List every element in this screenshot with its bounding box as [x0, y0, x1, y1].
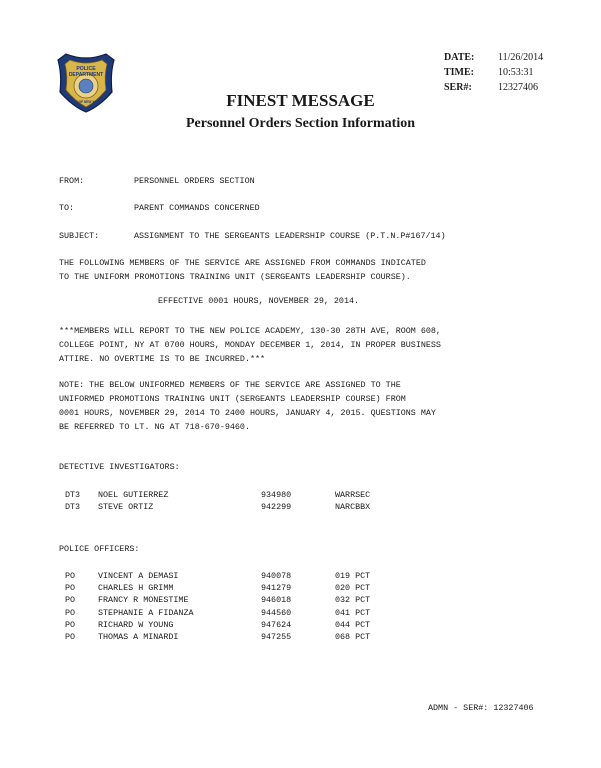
rank-cell: PO: [65, 631, 76, 642]
command-cell: WARRSEC: [335, 490, 371, 500]
rank-cell: PO: [65, 607, 76, 618]
time-row: [444, 65, 543, 80]
footer-serial: ADMN - SER#: 12327406: [428, 703, 534, 713]
tax-number-cell: 942299: [261, 502, 292, 513]
badge-line-city: CITY OF NEW YORK: [70, 100, 102, 104]
command-cell: 032 PCT: [335, 595, 371, 606]
name-cell: STEPHANIE A FIDANZA: [98, 607, 194, 618]
serial-label: SER#:: [444, 82, 472, 93]
badge-line-department: DEPARTMENT: [68, 72, 104, 78]
paragraph-line: 0001 HOURS, NOVEMBER 29, 2014 TO 2400 HOURS, JANUARY 4, 2015. QUESTIONS MAY: [59, 408, 436, 418]
paragraph-line: ***MEMBERS WILL REPORT TO THE NEW POLICE ACADEMY, 130-30 28TH AVE, ROOM 608,: [59, 326, 441, 336]
to-value: PARENT COMMANDS CONCERNED: [134, 203, 260, 213]
effective-date: EFFECTIVE 0001 HOURS, NOVEMBER 29, 2014.: [158, 296, 360, 306]
paragraph-line: TO THE UNIFORM PROMOTIONS TRAINING UNIT (SERGEANTS LEADERSHIP COURSE).: [59, 272, 411, 282]
table-row: [65, 631, 371, 643]
rank-cell: PO: [65, 595, 76, 606]
name-cell: FRANCY R MONESTIME: [98, 595, 189, 606]
tax-number-cell: 947624: [261, 619, 292, 630]
rank-cell: DT3: [65, 490, 81, 500]
header-meta: [444, 50, 543, 95]
paragraph-line: BE REFERRED TO LT. NG AT 718-670-9460.: [59, 422, 250, 432]
table-row: [65, 489, 371, 501]
command-cell: 020 PCT: [335, 583, 371, 594]
badge-line-police: POLICE: [76, 66, 96, 72]
tax-number-cell: 940078: [261, 571, 292, 581]
table-row: [65, 501, 371, 513]
document-subtitle: Personnel Orders Section Information: [185, 116, 416, 131]
command-cell: 019 PCT: [335, 571, 371, 581]
from-value: PERSONNEL ORDERS SECTION: [134, 176, 255, 186]
table-row: [65, 619, 371, 631]
name-cell: RICHARD W YOUNG: [98, 619, 174, 630]
document-title: FINEST MESSAGE: [226, 91, 375, 110]
officers-table: [65, 570, 371, 643]
name-cell: VINCENT A DEMASI: [98, 571, 179, 581]
serial-value: 12327406: [498, 82, 538, 93]
time-label: TIME:: [444, 67, 474, 78]
paragraph-line: NOTE: THE BELOW UNIFORMED MEMBERS OF THE SERVICE ARE ASSIGNED TO THE: [59, 380, 401, 390]
command-cell: 044 PCT: [335, 619, 371, 630]
officers-heading: POLICE OFFICERS:: [59, 544, 140, 554]
tax-number-cell: 946018: [261, 595, 292, 606]
table-row: [65, 570, 371, 582]
name-cell: THOMAS A MINARDI: [98, 631, 179, 642]
paragraph-line: UNIFORMED PROMOTIONS TRAINING UNIT (SERGEANTS LEADERSHIP COURSE) FROM: [59, 394, 406, 404]
subject-label: SUBJECT:: [59, 231, 100, 241]
assignment-paragraph: [59, 256, 529, 284]
name-cell: NOEL GUTIERREZ: [98, 490, 169, 500]
report-instructions-paragraph: [59, 324, 529, 366]
to-label: TO:: [59, 203, 75, 213]
tax-number-cell: 944560: [261, 607, 292, 618]
paragraph-line: THE FOLLOWING MEMBERS OF THE SERVICE ARE ASSIGNED FROM COMMANDS INDICATED: [59, 258, 426, 268]
date-label: DATE:: [444, 52, 475, 63]
rank-cell: PO: [65, 571, 76, 581]
detectives-table: [65, 489, 371, 513]
name-cell: STEVE ORTIZ: [98, 502, 154, 513]
from-label: FROM:: [59, 176, 85, 186]
name-cell: CHARLES H GRIMM: [98, 583, 174, 594]
date-value: 11/26/2014: [498, 52, 544, 63]
note-paragraph: [59, 378, 529, 434]
date-row: [444, 50, 543, 65]
table-row: [65, 582, 371, 594]
rank-cell: PO: [65, 583, 76, 594]
tax-number-cell: 947255: [261, 631, 292, 642]
detectives-heading: DETECTIVE INVESTIGATORS:: [59, 462, 180, 472]
table-row: [65, 594, 371, 606]
paragraph-line: ATTIRE. NO OVERTIME IS TO BE INCURRED.***: [59, 354, 266, 364]
rank-cell: DT3: [65, 502, 81, 513]
command-cell: 041 PCT: [335, 607, 371, 618]
tax-number-cell: 941279: [261, 583, 292, 594]
table-row: [65, 607, 371, 619]
command-cell: 068 PCT: [335, 631, 371, 642]
command-cell: NARCBBX: [335, 502, 371, 513]
time-value: 10:53:31: [498, 67, 534, 78]
tax-number-cell: 934980: [261, 490, 292, 500]
rank-cell: PO: [65, 619, 76, 630]
paragraph-line: COLLEGE POINT, NY AT 0700 HOURS, MONDAY DECEMBER 1, 2014, IN PROPER BUSINESS: [59, 340, 441, 350]
subject-value: ASSIGNMENT TO THE SERGEANTS LEADERSHIP COURSE (P.T.N.P#167/14): [134, 231, 446, 241]
